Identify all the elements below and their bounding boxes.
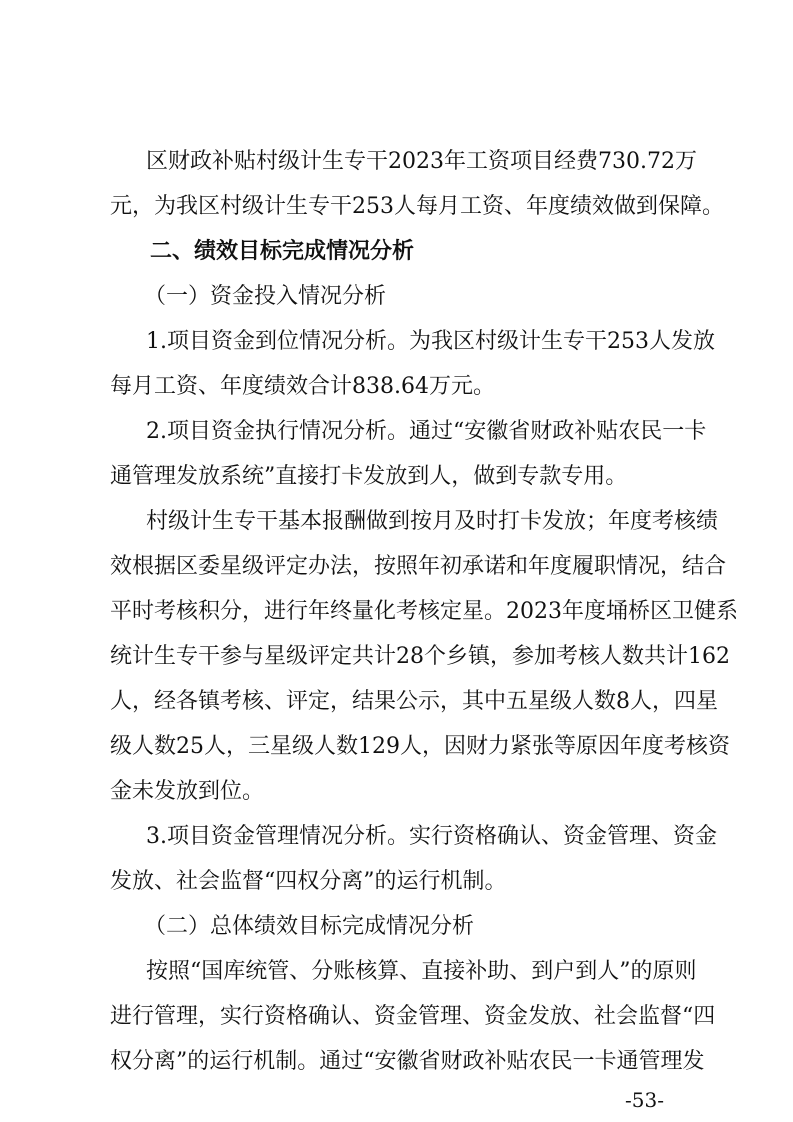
paragraph-line: 平时考核积分，进行年终量化考核定星。2023年度埇桥区卫健系 xyxy=(110,599,738,624)
paragraph-line: 权分离”的运行机制。通过“安徽省财政补贴农民一卡通管理发 xyxy=(110,1049,705,1074)
paragraph-line: 通管理发放系统”直接打卡发放到人，做到专款专用。 xyxy=(110,464,628,489)
paragraph-line: 2.项目资金执行情况分析。通过“安徽省财政补贴农民一卡 xyxy=(146,419,707,444)
page-number: -53- xyxy=(625,1088,664,1112)
paragraph-line: 区财政补贴村级计生专干2023年工资项目经费730.72万 xyxy=(146,149,697,174)
paragraph-line: 人，经各镇考核、评定，结果公示，其中五星级人数8人，四星 xyxy=(110,689,718,714)
subsection-heading: （一）资金投入情况分析 xyxy=(144,284,387,309)
paragraph-line: 每月工资、年度绩效合计838.64万元。 xyxy=(110,374,495,399)
paragraph-line: 统计生专干参与星级评定共计28个乡镇，参加考核人数共计162 xyxy=(110,644,730,669)
section-heading: 二、绩效目标完成情况分析 xyxy=(150,239,415,264)
paragraph-line: 元，为我区村级计生专干253人每月工资、年度绩效做到保障。 xyxy=(110,194,724,219)
paragraph-line: 效根据区委星级评定办法，按照年初承诺和年度履职情况，结合 xyxy=(110,554,727,579)
paragraph-line: 村级计生专干基本报酬做到按月及时打卡发放；年度考核绩 xyxy=(146,509,719,534)
paragraph-line: 按照“国库统管、分账核算、直接补助、到户到人”的原则 xyxy=(146,959,697,984)
paragraph-line: 进行管理，实行资格确认、资金管理、资金发放、社会监督“四 xyxy=(110,1004,716,1029)
paragraph-line: 发放、社会监督“四权分离”的运行机制。 xyxy=(110,869,507,894)
paragraph-line: 3.项目资金管理情况分析。实行资格确认、资金管理、资金 xyxy=(146,824,717,849)
subsection-heading: （二）总体绩效目标完成情况分析 xyxy=(144,914,475,939)
paragraph-line: 级人数25人，三星级人数129人，因财力紧张等原因年度考核资 xyxy=(110,734,730,759)
paragraph-line: 1.项目资金到位情况分析。为我区村级计生专干253人发放 xyxy=(146,329,715,354)
paragraph-line: 金未发放到位。 xyxy=(110,779,265,804)
